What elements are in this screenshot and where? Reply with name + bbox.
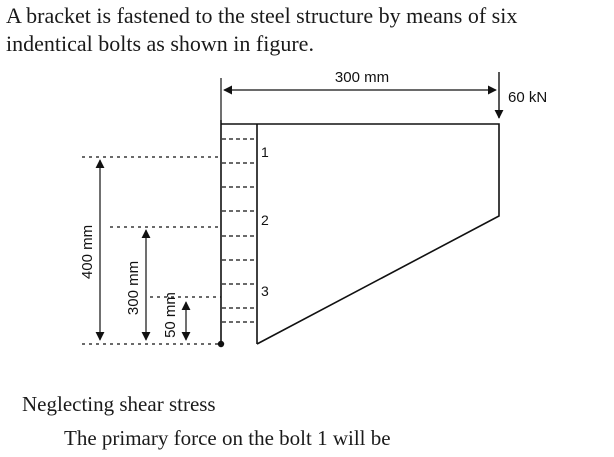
load-label: 60 kN bbox=[508, 89, 548, 106]
pivot-point bbox=[218, 341, 224, 347]
width-dimension-label: 300 mm bbox=[334, 69, 390, 86]
bolt-hole-rows bbox=[222, 139, 256, 322]
dimension-400-label: 400 mm bbox=[79, 224, 96, 280]
dimension-50-label: 50 mm bbox=[162, 292, 179, 338]
note-text: Neglecting shear stress bbox=[22, 392, 216, 416]
intro-line-2: indentical bolts as shown in figure. bbox=[6, 31, 314, 56]
question-text: The primary force on the bolt 1 will be bbox=[64, 426, 391, 450]
dimension-leaders bbox=[82, 157, 221, 344]
intro-line-1: A bracket is fastened to the steel structure by means of six bbox=[6, 3, 518, 28]
dimension-300-label: 300 mm bbox=[125, 260, 142, 316]
bolt-label-1: 1 bbox=[261, 144, 269, 160]
bolt-label-2: 2 bbox=[261, 212, 269, 228]
bolt-label-3: 3 bbox=[261, 283, 269, 299]
